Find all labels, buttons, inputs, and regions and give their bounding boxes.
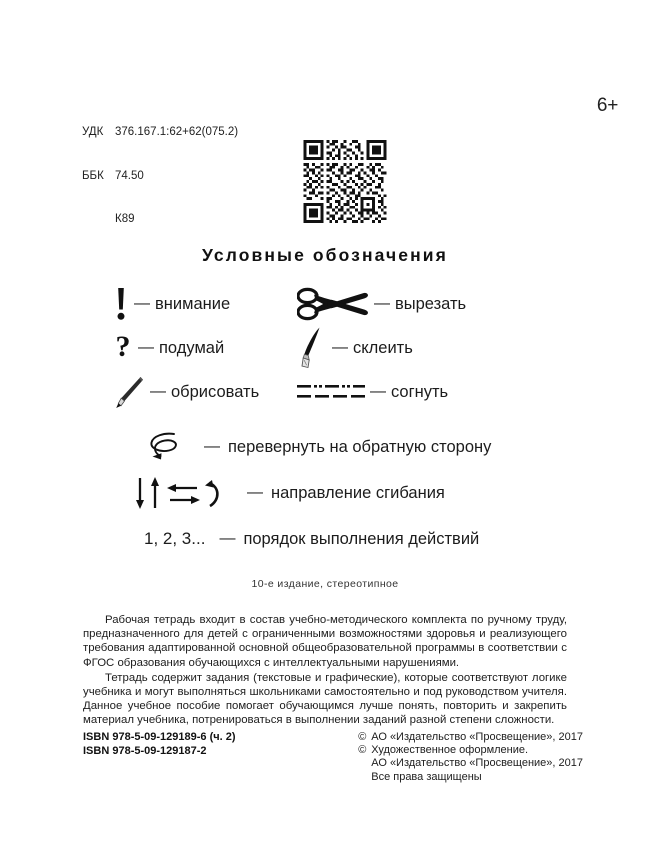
glue-brush-icon	[297, 326, 327, 370]
isbn-block	[83, 731, 236, 784]
legend-dash: —	[134, 295, 150, 312]
legend-section	[0, 282, 650, 562]
udk-line	[82, 125, 238, 140]
copyright-symbol-icon: ©	[358, 744, 367, 757]
scissors-icon	[297, 287, 369, 321]
question-mark-icon	[113, 331, 133, 365]
legend-title: Условные обозначения	[202, 245, 448, 265]
legend-item-cut	[285, 282, 650, 326]
age-rating-badge: 6+	[596, 95, 618, 116]
legend-item-bend-direction	[0, 470, 650, 516]
author-code-line	[82, 212, 238, 227]
flip-over-arrow-icon	[140, 429, 190, 465]
legend-item-think	[0, 326, 285, 370]
copyright-symbol-icon: ©	[358, 731, 367, 743]
legend-label: согнуть	[391, 382, 449, 401]
copyright-text-1: АО «Издательство «Просвещение», 2017	[371, 731, 583, 743]
bend-direction-arrows-icon	[133, 475, 233, 511]
legend-dash: —	[138, 339, 154, 356]
legend-label: подумай	[159, 338, 225, 357]
legend-row	[0, 370, 650, 414]
legend-item-glue	[285, 326, 650, 370]
annotation-paragraph-1: Рабочая тетрадь входит в состав учебно-методического комплекта по ручному труду, предназначенного для детей с ограниченными возможностями здоровья и реализующего требования адаптированной основной общеобразовательной программы в соответствии с ФГОС образования обучающихся с интеллектуальными нарушениями.	[83, 614, 567, 669]
legend-dash: —	[219, 530, 236, 547]
exclamation-mark-icon	[113, 287, 129, 321]
udk-value: 376.167.1:62+62(075.2)	[115, 126, 239, 138]
fold-lines-icon	[297, 379, 365, 405]
legend-item-fold	[285, 370, 650, 414]
legend-item-flip-over	[0, 424, 650, 470]
copyright-text-2: Художественное оформление.	[371, 744, 529, 757]
page-footer	[83, 731, 583, 784]
bbk-line	[82, 169, 238, 184]
numbers-sequence-symbol: 1, 2, 3...	[144, 529, 206, 548]
classification-block	[82, 96, 238, 241]
legend-dash: —	[150, 383, 166, 400]
legend-label: перевернуть на обратную сторону	[228, 437, 492, 456]
legend-label: вырезать	[395, 294, 467, 313]
legend-dash: —	[247, 484, 263, 501]
legend-item-attention	[0, 282, 285, 326]
copyright-block	[358, 731, 583, 784]
bbk-label: ББК	[82, 169, 104, 182]
legend-item-order	[0, 516, 650, 562]
annotation-text	[83, 613, 567, 728]
isbn-line-2: ISBN 978-5-09-129187-2	[83, 744, 207, 757]
bbk-value: 74.50	[115, 169, 144, 182]
isbn-line-1: ISBN 978-5-09-129189-6 (ч. 2)	[83, 731, 236, 743]
annotation-paragraph-2: Тетрадь содержит задания (текстовые и графические), которые соответствуют логике учебника и могут выполняться школьниками самостоятельно и под руководством учителя. Данное учебное пособие помогает обучающимся лучше понять, повторить и закрепить материал учебника, потренироваться в выполнении заданий разной степени сложности.	[83, 671, 567, 727]
copyright-line-2b: АО «Издательство «Просвещение», 2017	[371, 757, 583, 770]
udk-label: УДК	[82, 126, 104, 138]
copyright-line-2	[358, 744, 583, 757]
legend-row	[0, 282, 650, 326]
legend-label: порядок выполнения действий	[243, 529, 480, 548]
copyright-line-1	[358, 731, 583, 744]
legend-dash: —	[204, 438, 220, 455]
legend-label: внимание	[155, 294, 231, 313]
legend-item-trace	[0, 370, 285, 414]
legend-dash: —	[332, 339, 348, 356]
qr-code-icon[interactable]	[297, 140, 393, 223]
legend-dash: —	[374, 295, 390, 312]
edition-line: 10-е издание, стереотипное	[251, 578, 399, 590]
legend-label: склеить	[353, 338, 413, 357]
copyright-line-3: Все права защищены	[371, 770, 482, 783]
pencil-icon	[113, 375, 145, 409]
legend-label: направление сгибания	[271, 483, 445, 502]
legend-label: обрисовать	[171, 382, 260, 401]
legend-row	[0, 326, 650, 370]
svg-text:?: ?	[115, 331, 131, 363]
legend-dash: —	[370, 383, 386, 400]
author-code-value: К89	[115, 213, 135, 225]
